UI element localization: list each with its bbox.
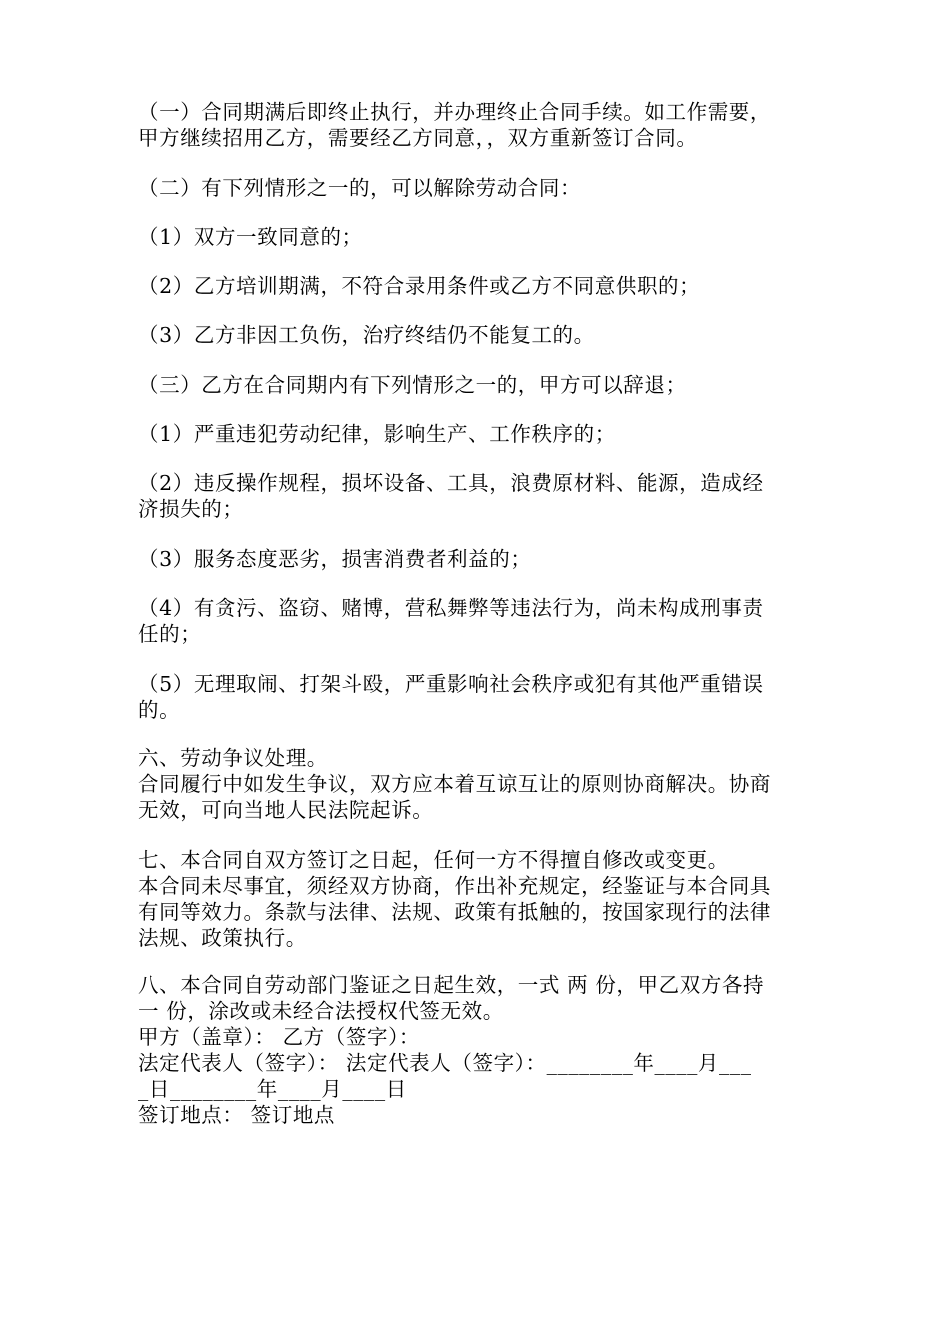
text-line: 一 份，涂改或未经合法授权代签无效。 xyxy=(138,999,504,1023)
paragraph-item xyxy=(138,671,818,723)
signing-location-line: 签订地点： 签订地点 xyxy=(138,1103,336,1127)
text-line: （一）合同期满后即终止执行，并办理终止合同手续。如工作需要， xyxy=(138,100,771,124)
section-eight-effective-signatures xyxy=(138,972,818,1128)
text-line: （二）有下列情形之一的，可以解除劳动合同： xyxy=(138,176,582,200)
section-heading: 八、本合同自劳动部门鉴证之日起生效，一式 两 份，甲乙双方各持 xyxy=(138,973,765,997)
paragraph-termination-conditions xyxy=(138,175,818,201)
text-line: （3）乙方非因工负伤，治疗终结仍不能复工的。 xyxy=(138,323,595,347)
text-line: 任的； xyxy=(138,622,202,646)
text-line: （3）服务态度恶劣，损害消费者利益的； xyxy=(138,547,532,571)
paragraph-item xyxy=(138,470,818,522)
text-line: （1）严重违犯劳动纪律，影响生产、工作秩序的； xyxy=(138,422,616,446)
text-line: （1）双方一致同意的； xyxy=(138,225,363,249)
paragraph-item xyxy=(138,421,818,447)
text-line: 法规、政策执行。 xyxy=(138,926,307,950)
section-heading: 六、劳动争议处理。 xyxy=(138,746,328,770)
text-line: 本合同未尽事宜，须经双方协商，作出补充规定，经鉴证与本合同具 xyxy=(138,874,771,898)
paragraph-item xyxy=(138,322,818,348)
paragraph-item xyxy=(138,595,818,647)
text-line: 济损失的； xyxy=(138,497,244,521)
text-line: （4）有贪污、盗窃、赌博，营私舞弊等违法行为，尚未构成刑事责 xyxy=(138,596,764,620)
signature-parties-line: 甲方（盖章）： 乙方（签字）： xyxy=(138,1025,421,1049)
section-seven-amendment xyxy=(138,847,818,951)
text-line: （5）无理取闹、打架斗殴，严重影响社会秩序或犯有其他严重错误 xyxy=(138,672,764,696)
paragraph-item xyxy=(138,273,818,299)
paragraph-item xyxy=(138,224,818,250)
text-line: 的。 xyxy=(138,698,181,722)
section-six-dispute xyxy=(138,745,818,823)
text-line: 无效，可向当地人民法院起诉。 xyxy=(138,798,434,822)
signature-representatives-line: 法定代表人（签字）： 法定代表人（签字）：________年____月___ xyxy=(138,1051,752,1075)
paragraph-item xyxy=(138,546,818,572)
text-line: （三）乙方在合同期内有下列情形之一的，甲方可以辞退； xyxy=(138,373,687,397)
paragraph-dismissal-conditions xyxy=(138,372,818,398)
section-heading: 七、本合同自双方签订之日起，任何一方不得擅自修改或变更。 xyxy=(138,848,729,872)
text-line: （2）违反操作规程，损坏设备、工具，浪费原材料、能源，造成经 xyxy=(138,471,764,495)
text-line: 甲方继续招用乙方，需要经乙方同意，，双方重新签订合同。 xyxy=(138,126,698,150)
text-line: 有同等效力。条款与法律、法规、政策有抵触的，按国家现行的法律 xyxy=(138,900,771,924)
text-line: （2）乙方培训期满，不符合录用条件或乙方不同意供职的； xyxy=(138,274,701,298)
text-line: 合同履行中如发生争议，双方应本着互谅互让的原则协商解决。协商 xyxy=(138,772,771,796)
paragraph-contract-expiry xyxy=(138,99,818,151)
signature-date-line: _日________年____月____日 xyxy=(138,1077,407,1101)
